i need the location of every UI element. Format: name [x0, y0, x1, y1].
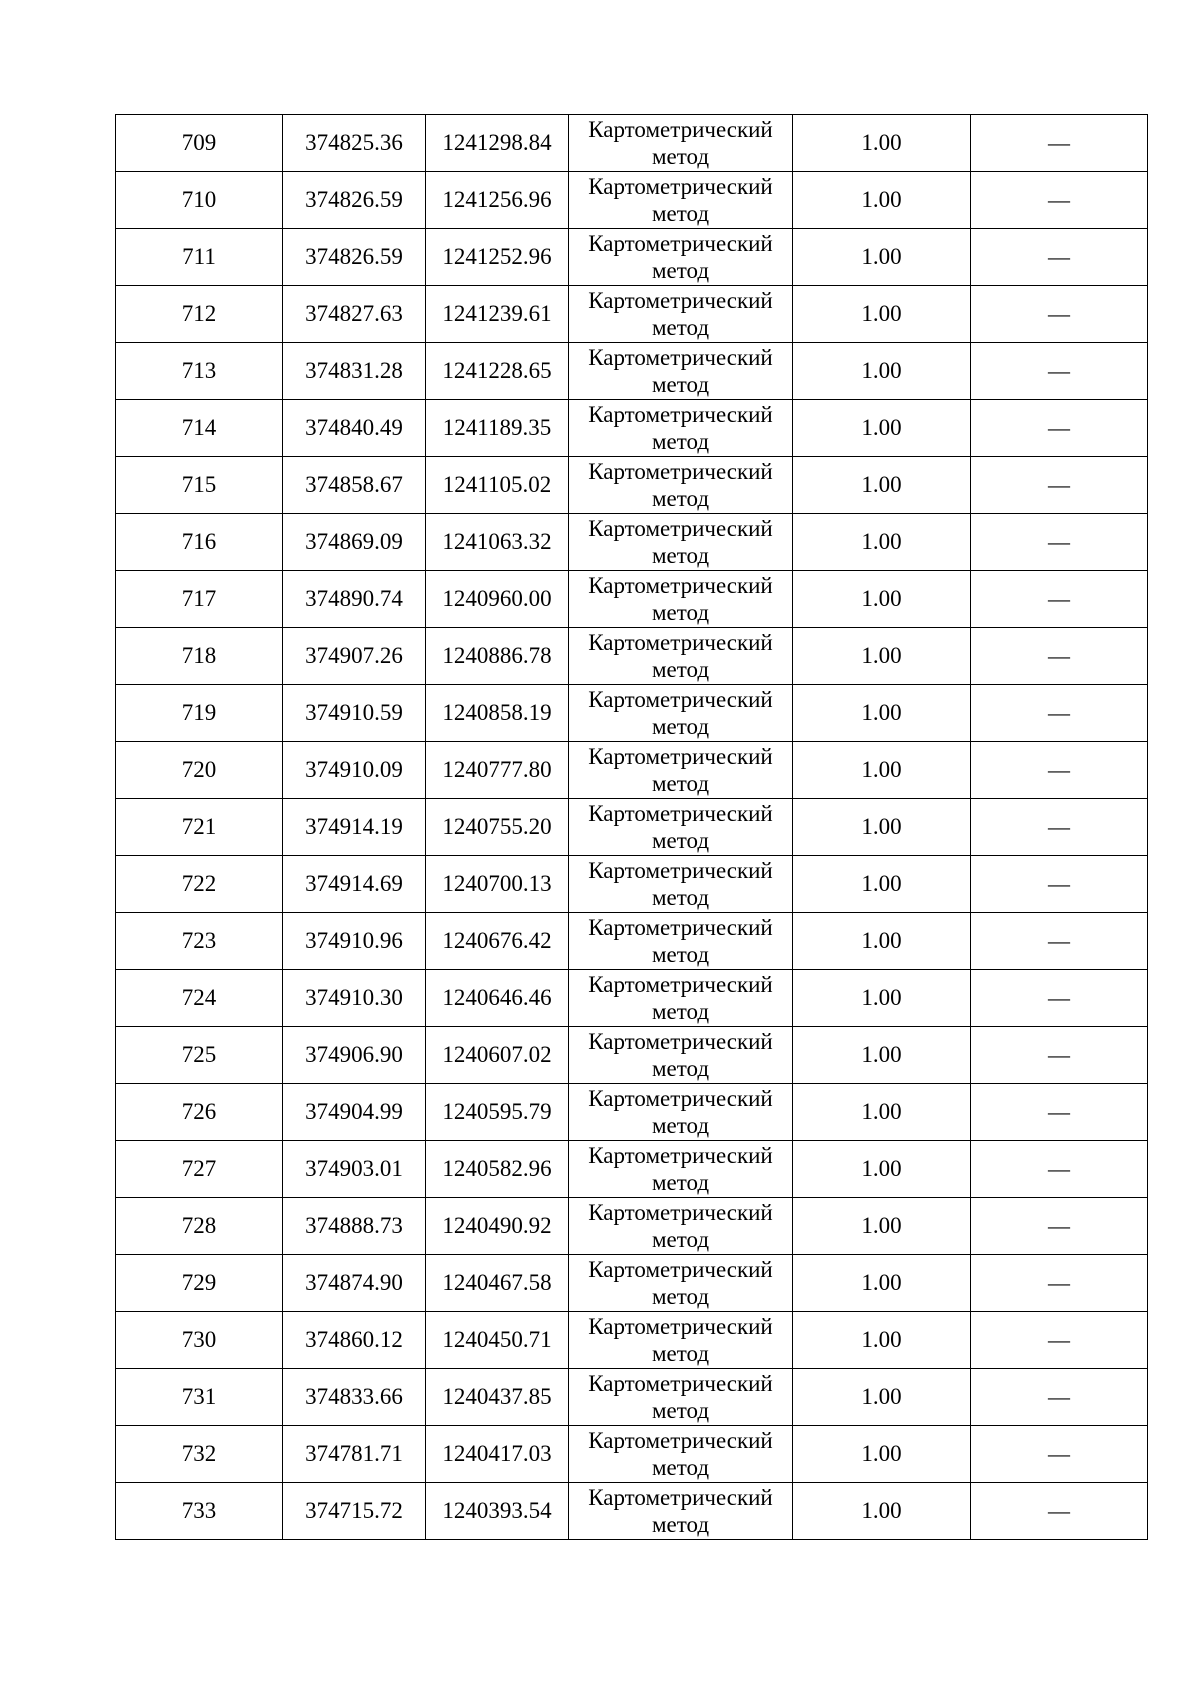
- description-cell: —: [971, 229, 1148, 286]
- accuracy-cell: 1.00: [793, 913, 971, 970]
- x-coordinate-cell: 374903.01: [283, 1141, 426, 1198]
- method-cell: [569, 1312, 793, 1369]
- x-coordinate-cell: 374826.59: [283, 172, 426, 229]
- point-number-cell: 713: [116, 343, 283, 400]
- method-cell: [569, 286, 793, 343]
- method-text: Картометрический метод: [588, 1257, 773, 1309]
- method-text: Картометрический метод: [588, 1086, 773, 1138]
- method-cell: [569, 856, 793, 913]
- point-number-cell: 718: [116, 628, 283, 685]
- point-number-cell: 712: [116, 286, 283, 343]
- x-coordinate-cell: 374874.90: [283, 1255, 426, 1312]
- table-row: [116, 1084, 1148, 1141]
- method-cell: [569, 1426, 793, 1483]
- accuracy-cell: 1.00: [793, 1426, 971, 1483]
- description-cell: —: [971, 628, 1148, 685]
- point-number-cell: 723: [116, 913, 283, 970]
- x-coordinate-cell: 374840.49: [283, 400, 426, 457]
- x-coordinate-cell: 374888.73: [283, 1198, 426, 1255]
- description-cell: —: [971, 799, 1148, 856]
- point-number-cell: 717: [116, 571, 283, 628]
- point-number-cell: 724: [116, 970, 283, 1027]
- x-coordinate-cell: 374910.30: [283, 970, 426, 1027]
- table-row: [116, 172, 1148, 229]
- y-coordinate-cell: 1240646.46: [426, 970, 569, 1027]
- x-coordinate-cell: 374890.74: [283, 571, 426, 628]
- y-coordinate-cell: 1241239.61: [426, 286, 569, 343]
- x-coordinate-cell: 374831.28: [283, 343, 426, 400]
- y-coordinate-cell: 1241256.96: [426, 172, 569, 229]
- table-row: [116, 115, 1148, 172]
- method-text: Картометрический метод: [588, 744, 773, 796]
- y-coordinate-cell: 1240607.02: [426, 1027, 569, 1084]
- table-row: [116, 1483, 1148, 1540]
- description-cell: —: [971, 1312, 1148, 1369]
- y-coordinate-cell: 1240450.71: [426, 1312, 569, 1369]
- x-coordinate-cell: 374826.59: [283, 229, 426, 286]
- y-coordinate-cell: 1241228.65: [426, 343, 569, 400]
- description-cell: —: [971, 172, 1148, 229]
- point-number-cell: 732: [116, 1426, 283, 1483]
- method-text: Картометрический метод: [588, 858, 773, 910]
- point-number-cell: 720: [116, 742, 283, 799]
- accuracy-cell: 1.00: [793, 343, 971, 400]
- x-coordinate-cell: 374910.96: [283, 913, 426, 970]
- x-coordinate-cell: 374858.67: [283, 457, 426, 514]
- description-cell: —: [971, 856, 1148, 913]
- description-cell: —: [971, 913, 1148, 970]
- x-coordinate-cell: 374914.69: [283, 856, 426, 913]
- accuracy-cell: 1.00: [793, 571, 971, 628]
- accuracy-cell: 1.00: [793, 1198, 971, 1255]
- description-cell: —: [971, 286, 1148, 343]
- accuracy-cell: 1.00: [793, 286, 971, 343]
- method-text: Картометрический метод: [588, 1143, 773, 1195]
- x-coordinate-cell: 374906.90: [283, 1027, 426, 1084]
- y-coordinate-cell: 1240582.96: [426, 1141, 569, 1198]
- y-coordinate-cell: 1241105.02: [426, 457, 569, 514]
- accuracy-cell: 1.00: [793, 1369, 971, 1426]
- x-coordinate-cell: 374781.71: [283, 1426, 426, 1483]
- y-coordinate-cell: 1241252.96: [426, 229, 569, 286]
- point-number-cell: 715: [116, 457, 283, 514]
- table-row: [116, 571, 1148, 628]
- method-cell: [569, 913, 793, 970]
- table-row: [116, 1198, 1148, 1255]
- point-number-cell: 711: [116, 229, 283, 286]
- point-number-cell: 731: [116, 1369, 283, 1426]
- table-row: [116, 286, 1148, 343]
- description-cell: —: [971, 1141, 1148, 1198]
- y-coordinate-cell: 1240417.03: [426, 1426, 569, 1483]
- description-cell: —: [971, 115, 1148, 172]
- accuracy-cell: 1.00: [793, 742, 971, 799]
- description-cell: —: [971, 571, 1148, 628]
- accuracy-cell: 1.00: [793, 1312, 971, 1369]
- accuracy-cell: 1.00: [793, 1027, 971, 1084]
- method-cell: [569, 400, 793, 457]
- method-cell: [569, 1141, 793, 1198]
- accuracy-cell: 1.00: [793, 1141, 971, 1198]
- method-text: Картометрический метод: [588, 1428, 773, 1480]
- method-cell: [569, 343, 793, 400]
- accuracy-cell: 1.00: [793, 400, 971, 457]
- point-number-cell: 710: [116, 172, 283, 229]
- x-coordinate-cell: 374825.36: [283, 115, 426, 172]
- method-cell: [569, 172, 793, 229]
- y-coordinate-cell: 1241298.84: [426, 115, 569, 172]
- accuracy-cell: 1.00: [793, 1255, 971, 1312]
- description-cell: —: [971, 970, 1148, 1027]
- method-cell: [569, 1198, 793, 1255]
- table-body: [116, 115, 1148, 1540]
- description-cell: —: [971, 685, 1148, 742]
- method-text: Картометрический метод: [588, 231, 773, 283]
- table-row: [116, 457, 1148, 514]
- method-text: Картометрический метод: [588, 972, 773, 1024]
- method-cell: [569, 1483, 793, 1540]
- description-cell: —: [971, 742, 1148, 799]
- accuracy-cell: 1.00: [793, 685, 971, 742]
- accuracy-cell: 1.00: [793, 1084, 971, 1141]
- x-coordinate-cell: 374833.66: [283, 1369, 426, 1426]
- table-row: [116, 1312, 1148, 1369]
- x-coordinate-cell: 374904.99: [283, 1084, 426, 1141]
- method-cell: [569, 742, 793, 799]
- point-number-cell: 721: [116, 799, 283, 856]
- method-cell: [569, 970, 793, 1027]
- x-coordinate-cell: 374910.59: [283, 685, 426, 742]
- accuracy-cell: 1.00: [793, 457, 971, 514]
- x-coordinate-cell: 374914.19: [283, 799, 426, 856]
- method-cell: [569, 1084, 793, 1141]
- method-cell: [569, 571, 793, 628]
- description-cell: —: [971, 1369, 1148, 1426]
- method-cell: [569, 514, 793, 571]
- accuracy-cell: 1.00: [793, 514, 971, 571]
- y-coordinate-cell: 1240467.58: [426, 1255, 569, 1312]
- point-number-cell: 733: [116, 1483, 283, 1540]
- description-cell: —: [971, 514, 1148, 571]
- point-number-cell: 728: [116, 1198, 283, 1255]
- y-coordinate-cell: 1240886.78: [426, 628, 569, 685]
- method-cell: [569, 1255, 793, 1312]
- x-coordinate-cell: 374907.26: [283, 628, 426, 685]
- method-cell: [569, 1027, 793, 1084]
- method-text: Картометрический метод: [588, 459, 773, 511]
- description-cell: —: [971, 1483, 1148, 1540]
- description-cell: —: [971, 1027, 1148, 1084]
- table-row: [116, 1426, 1148, 1483]
- x-coordinate-cell: 374910.09: [283, 742, 426, 799]
- coordinates-table: [115, 114, 1148, 1540]
- y-coordinate-cell: 1240393.54: [426, 1483, 569, 1540]
- table-row: [116, 1141, 1148, 1198]
- table-row: [116, 229, 1148, 286]
- table-row: [116, 913, 1148, 970]
- y-coordinate-cell: 1240595.79: [426, 1084, 569, 1141]
- method-text: Картометрический метод: [588, 516, 773, 568]
- method-cell: [569, 685, 793, 742]
- description-cell: —: [971, 457, 1148, 514]
- method-text: Картометрический метод: [588, 345, 773, 397]
- point-number-cell: 709: [116, 115, 283, 172]
- point-number-cell: 730: [116, 1312, 283, 1369]
- table-row: [116, 343, 1148, 400]
- description-cell: —: [971, 1255, 1148, 1312]
- point-number-cell: 725: [116, 1027, 283, 1084]
- accuracy-cell: 1.00: [793, 229, 971, 286]
- method-text: Картометрический метод: [588, 402, 773, 454]
- method-text: Картометрический метод: [588, 1314, 773, 1366]
- table-row: [116, 970, 1148, 1027]
- accuracy-cell: 1.00: [793, 628, 971, 685]
- method-text: Картометрический метод: [588, 117, 773, 169]
- description-cell: —: [971, 343, 1148, 400]
- point-number-cell: 722: [116, 856, 283, 913]
- y-coordinate-cell: 1241063.32: [426, 514, 569, 571]
- x-coordinate-cell: 374860.12: [283, 1312, 426, 1369]
- method-text: Картометрический метод: [588, 801, 773, 853]
- y-coordinate-cell: 1240437.85: [426, 1369, 569, 1426]
- description-cell: —: [971, 1084, 1148, 1141]
- method-text: Картометрический метод: [588, 174, 773, 226]
- method-text: Картометрический метод: [588, 288, 773, 340]
- x-coordinate-cell: 374827.63: [283, 286, 426, 343]
- method-cell: [569, 115, 793, 172]
- table-row: [116, 1027, 1148, 1084]
- description-cell: —: [971, 400, 1148, 457]
- y-coordinate-cell: 1240777.80: [426, 742, 569, 799]
- method-text: Картометрический метод: [588, 1485, 773, 1537]
- table-row: [116, 685, 1148, 742]
- point-number-cell: 729: [116, 1255, 283, 1312]
- y-coordinate-cell: 1241189.35: [426, 400, 569, 457]
- accuracy-cell: 1.00: [793, 856, 971, 913]
- y-coordinate-cell: 1240676.42: [426, 913, 569, 970]
- method-text: Картометрический метод: [588, 1200, 773, 1252]
- x-coordinate-cell: 374869.09: [283, 514, 426, 571]
- y-coordinate-cell: 1240960.00: [426, 571, 569, 628]
- point-number-cell: 714: [116, 400, 283, 457]
- accuracy-cell: 1.00: [793, 115, 971, 172]
- x-coordinate-cell: 374715.72: [283, 1483, 426, 1540]
- method-text: Картометрический метод: [588, 573, 773, 625]
- method-cell: [569, 628, 793, 685]
- accuracy-cell: 1.00: [793, 1483, 971, 1540]
- method-cell: [569, 1369, 793, 1426]
- method-cell: [569, 229, 793, 286]
- method-cell: [569, 799, 793, 856]
- y-coordinate-cell: 1240755.20: [426, 799, 569, 856]
- method-text: Картометрический метод: [588, 1371, 773, 1423]
- table-row: [116, 1255, 1148, 1312]
- description-cell: —: [971, 1198, 1148, 1255]
- point-number-cell: 719: [116, 685, 283, 742]
- accuracy-cell: 1.00: [793, 172, 971, 229]
- accuracy-cell: 1.00: [793, 799, 971, 856]
- table-row: [116, 628, 1148, 685]
- point-number-cell: 727: [116, 1141, 283, 1198]
- point-number-cell: 716: [116, 514, 283, 571]
- method-text: Картометрический метод: [588, 687, 773, 739]
- table-row: [116, 856, 1148, 913]
- y-coordinate-cell: 1240700.13: [426, 856, 569, 913]
- table-row: [116, 514, 1148, 571]
- table-row: [116, 400, 1148, 457]
- method-cell: [569, 457, 793, 514]
- y-coordinate-cell: 1240858.19: [426, 685, 569, 742]
- description-cell: —: [971, 1426, 1148, 1483]
- table-row: [116, 742, 1148, 799]
- point-number-cell: 726: [116, 1084, 283, 1141]
- table-row: [116, 1369, 1148, 1426]
- method-text: Картометрический метод: [588, 630, 773, 682]
- table-row: [116, 799, 1148, 856]
- method-text: Картометрический метод: [588, 915, 773, 967]
- y-coordinate-cell: 1240490.92: [426, 1198, 569, 1255]
- accuracy-cell: 1.00: [793, 970, 971, 1027]
- method-text: Картометрический метод: [588, 1029, 773, 1081]
